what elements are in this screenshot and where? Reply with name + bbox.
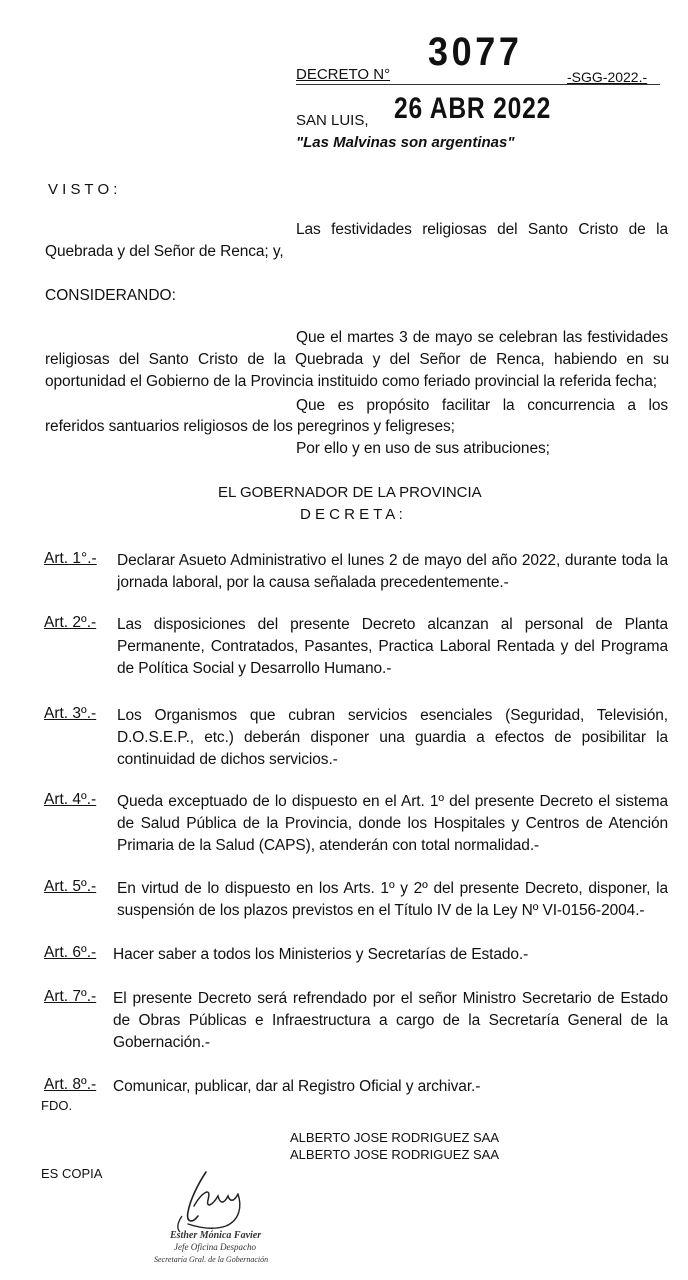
- article-8-text: Comunicar, publicar, dar al Registro Oficial y archivar.-: [113, 1078, 481, 1095]
- article-3-text: Los Organismos que cubran servicios esenciales (Seguridad, Televisión, D.O.S.E.P., etc.) deberán disponer una guardia a efectos de posibilitar la continuidad de dichos servicios.-: [117, 707, 668, 768]
- stamp-name: Esther Mónica Favier: [170, 1230, 262, 1241]
- fdo-label: FDO.: [41, 1098, 73, 1113]
- visto-heading: V I S T O :: [48, 181, 118, 198]
- authority-line1: EL GOBERNADOR DE LA PROVINCIA: [218, 484, 482, 501]
- article-2-text: Las disposiciones del presente Decreto alcanzan al personal de Planta Permanente, Contratados, Pasantes, Practica Laboral Rentada y del Programa de Política Social y Desarrollo Humano.-: [117, 616, 668, 677]
- decree-number-stamp: 3077: [428, 30, 523, 74]
- motto: "Las Malvinas son argentinas": [296, 134, 515, 151]
- date-stamp: 26 ABR 2022: [394, 92, 552, 125]
- es-copia-label: ES COPIA: [41, 1166, 103, 1181]
- signatory-1: ALBERTO JOSE RODRIGUEZ SAA: [290, 1130, 500, 1145]
- decree-suffix: -SGG-2022.-: [567, 69, 648, 85]
- considerando-p3: Por ello y en uso de sus atribuciones;: [296, 440, 550, 457]
- stamp-role: Jefe Oficina Despacho: [174, 1242, 256, 1252]
- article-6-text: Hacer saber a todos los Ministerios y Secretarías de Estado.-: [113, 946, 529, 963]
- signatory-2: ALBERTO JOSE RODRIGUEZ SAA: [290, 1147, 500, 1162]
- stamp-office: Secretaría Gral. de la Gobernación: [154, 1255, 269, 1264]
- article-8-label: Art. 8º.-: [44, 1076, 97, 1093]
- considerando-p1-rest: religiosas del Santo Cristo de la Quebrada y del Señor de Renca, habiendo en su oportunidad el Gobierno de la Provincia instituido como feriado provincial la referida fecha;: [45, 351, 669, 390]
- article-5-label: Art. 5º.-: [44, 878, 97, 895]
- article-7-text: El presente Decreto será refrendado por el señor Ministro Secretario de Estado de Obras Públicas e Infraestructura a cargo de la Secretaría General de la Gobernación.-: [113, 990, 668, 1051]
- visto-line2: Quebrada y del Señor de Renca; y,: [45, 243, 284, 260]
- article-1-text: Declarar Asueto Administrativo el lunes 2 de mayo del año 2022, durante toda la jornada laboral, por la causa señalada precedentemente.-: [117, 552, 668, 591]
- considerando-p2-rest: referidos santuarios religiosos de los peregrinos y feligreses;: [45, 418, 455, 435]
- place-label: SAN LUIS,: [296, 112, 369, 129]
- visto-line1: Las festividades religiosas del Santo Cristo de la: [296, 221, 668, 238]
- article-4-text: Queda exceptuado de lo dispuesto en el Art. 1º del presente Decreto el sistema de Salud Pública de la Provincia, donde los Hospitales y Centros de Atención Primaria de la Salud (CAPS), atenderán con total normalidad.-: [117, 793, 668, 854]
- article-6-label: Art. 6º.-: [44, 944, 97, 961]
- handwritten-signature: [168, 1166, 278, 1238]
- considerando-p2-first: Que es propósito facilitar la concurrencia a los: [296, 397, 668, 414]
- article-5-text: En virtud de lo dispuesto en los Arts. 1º y 2º del presente Decreto, disponer, la suspensión de los plazos previstos en el Título IV de la Ley Nº VI-0156-2004.-: [117, 880, 668, 919]
- article-3-label: Art. 3º.-: [44, 705, 97, 722]
- article-2-label: Art. 2º.-: [44, 614, 97, 631]
- article-4-label: Art. 4º.-: [44, 791, 97, 808]
- considerando-p1-first: Que el martes 3 de mayo se celebran las festividades: [296, 329, 668, 346]
- article-1-label: Art. 1°.-: [44, 550, 97, 567]
- decree-underline: [296, 84, 660, 85]
- considerando-heading: CONSIDERANDO:: [45, 287, 176, 304]
- decree-label: DECRETO N°: [296, 66, 391, 83]
- authority-line2: D E C R E T A :: [300, 506, 403, 523]
- article-7-label: Art. 7º.-: [44, 988, 97, 1005]
